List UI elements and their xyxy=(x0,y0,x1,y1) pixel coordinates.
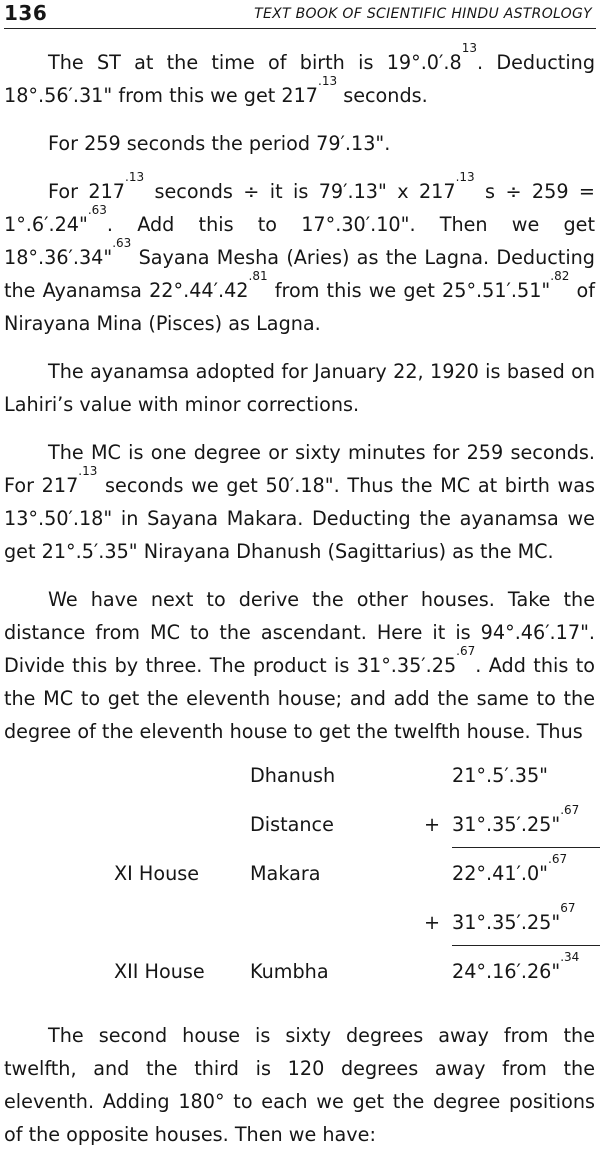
sum-rule xyxy=(452,847,600,848)
sign-label: Distance xyxy=(250,813,334,836)
paragraph-period: For 259 seconds the period 79′.13". xyxy=(48,132,391,155)
degree-value: 21°.5′.35" xyxy=(452,764,549,787)
calc-row xyxy=(4,901,595,939)
page-number: 136 xyxy=(4,1,48,25)
body-text xyxy=(4,41,596,1166)
paragraph-ayanamsa: The ayanamsa adopted for January 22, 1920 is based on Lahiri’s value with minor corrections. xyxy=(4,360,595,416)
calc-row xyxy=(4,803,595,841)
sign-label: Makara xyxy=(250,862,321,885)
calc-row xyxy=(4,759,595,792)
sign-label: Kumbha xyxy=(250,960,329,983)
degree-value: + 31°.35′.25"$^{.67}$ xyxy=(424,803,580,836)
paragraph-sidereal-time: The ST at the time of birth is $19^\circ.0'.8^{13}$. Deducting 18°.56′.31" from this we get $217^{.13}$ seconds. xyxy=(4,41,595,107)
degree-value: 22°.41′.0"$^{.67}$ xyxy=(452,852,568,885)
page-header xyxy=(4,0,596,29)
sign-label: Dhanush xyxy=(250,764,336,787)
degree-value: 24°.16′.26"$^{.34}$ xyxy=(452,950,580,983)
calc-row xyxy=(4,950,595,988)
running-title: TEXT BOOK OF SCIENTIFIC HINDU ASTROLOGY xyxy=(254,6,592,22)
paragraph-houses: We have next to derive the other houses. Take the distance from MC to the ascendant. Here it is 94°.46′.17". Divide this by three. The product is $31^\circ.35'.25^{.67}$. Add this to the MC to get the eleventh house; and add the same to the degree of the eleventh house to get the twelfth house. Thus xyxy=(4,588,595,743)
house-label: XI House xyxy=(114,862,200,885)
calc-row xyxy=(4,852,595,890)
degree-value: + 31°.35′.25"$^{67}$ xyxy=(424,901,576,934)
paragraph-mc: The MC is one degree or sixty minutes for 259 seconds. For $217^{.13}$ seconds we get 50′.18". Thus the MC at birth was 13°.50′.18" in Sayana Makara. Deducting the ayanamsa we get 21°.5′.35" Nirayana Dhanush (Sagittarius) as the MC. xyxy=(4,441,595,563)
paragraph-opposite-houses: The second house is sixty degrees away from the twelfth, and the third is 120 degrees away from the eleventh. Adding 180° to each we get the degree positions of the opposite houses. Then we have: xyxy=(4,1024,595,1146)
paragraph-lagna: For $217^{.13}$ seconds ÷ it is 79′.13" x $217^{.13}$ s ÷ 259 = 1°.6′.24"$^{.63}$. Add this to 17°.30′.10". Then we get 18°.36′.34"$^{.63}$ Sayana Mesha (Aries) as the Lagna. Deducting the Ayanamsa $22^\circ.44'.42^{.81}$ from this we get 25°.51′.51"$^{.82}$ of Nirayana Mina (Pisces) as Lagna. xyxy=(4,170,596,335)
house-calculation-table xyxy=(4,759,595,1005)
sum-rule xyxy=(452,945,600,946)
house-label: XII House xyxy=(114,960,205,983)
